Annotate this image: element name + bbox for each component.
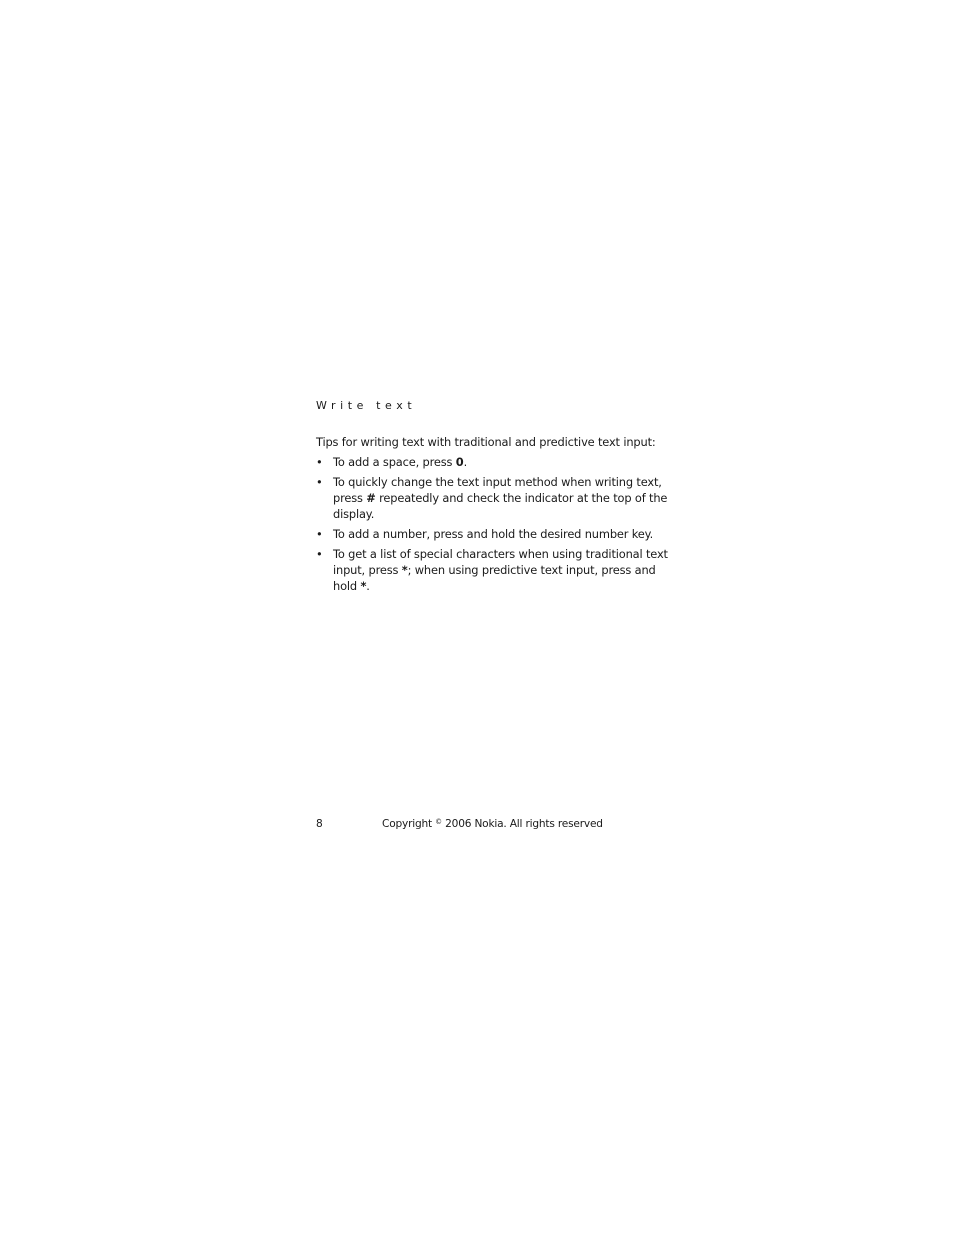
tip-text: hold xyxy=(333,579,361,593)
list-item xyxy=(316,474,668,522)
page-number: 8 xyxy=(316,818,323,830)
key-label: # xyxy=(366,491,376,505)
tip-text: input, press xyxy=(333,563,402,577)
tip-line: display. xyxy=(333,507,375,521)
key-label: 0 xyxy=(455,455,464,469)
tip-text: . xyxy=(366,579,370,593)
copyright-symbol: © xyxy=(435,818,442,826)
bullet-icon: • xyxy=(316,527,323,541)
list-item xyxy=(316,454,636,470)
bullet-icon: • xyxy=(316,455,323,469)
tip-line xyxy=(333,490,668,506)
tip-text: To add a space, press xyxy=(333,455,456,469)
tip-text: . xyxy=(463,455,468,469)
tip-line: To quickly change the text input method when writing text, xyxy=(333,475,662,489)
tip-text: repeatedly and check the indicator at the top of the xyxy=(375,491,668,505)
list-item xyxy=(316,546,668,594)
tip-text: ; when using predictive text input, press and xyxy=(407,563,656,577)
tip-line: To add a number, press and hold the desired number key. xyxy=(333,527,654,541)
key-label: * xyxy=(401,563,408,577)
tip-line xyxy=(333,578,636,594)
tip-line: To get a list of special characters when using traditional text xyxy=(333,547,668,561)
running-header: Write text xyxy=(316,399,417,412)
tip-line xyxy=(333,454,636,470)
list-item xyxy=(316,526,654,542)
bullet-icon: • xyxy=(316,475,323,489)
intro-paragraph: Tips for writing text with traditional and predictive text input: xyxy=(316,435,656,449)
tip-text: press xyxy=(333,491,367,505)
copyright-suffix: 2006 Nokia. All rights reserved xyxy=(441,818,603,830)
key-label: * xyxy=(360,579,367,593)
bullet-icon: • xyxy=(316,547,323,561)
tips-list xyxy=(316,454,668,598)
tip-line xyxy=(333,562,656,578)
copyright-notice xyxy=(382,817,603,831)
copyright-prefix: Copyright xyxy=(382,818,436,830)
